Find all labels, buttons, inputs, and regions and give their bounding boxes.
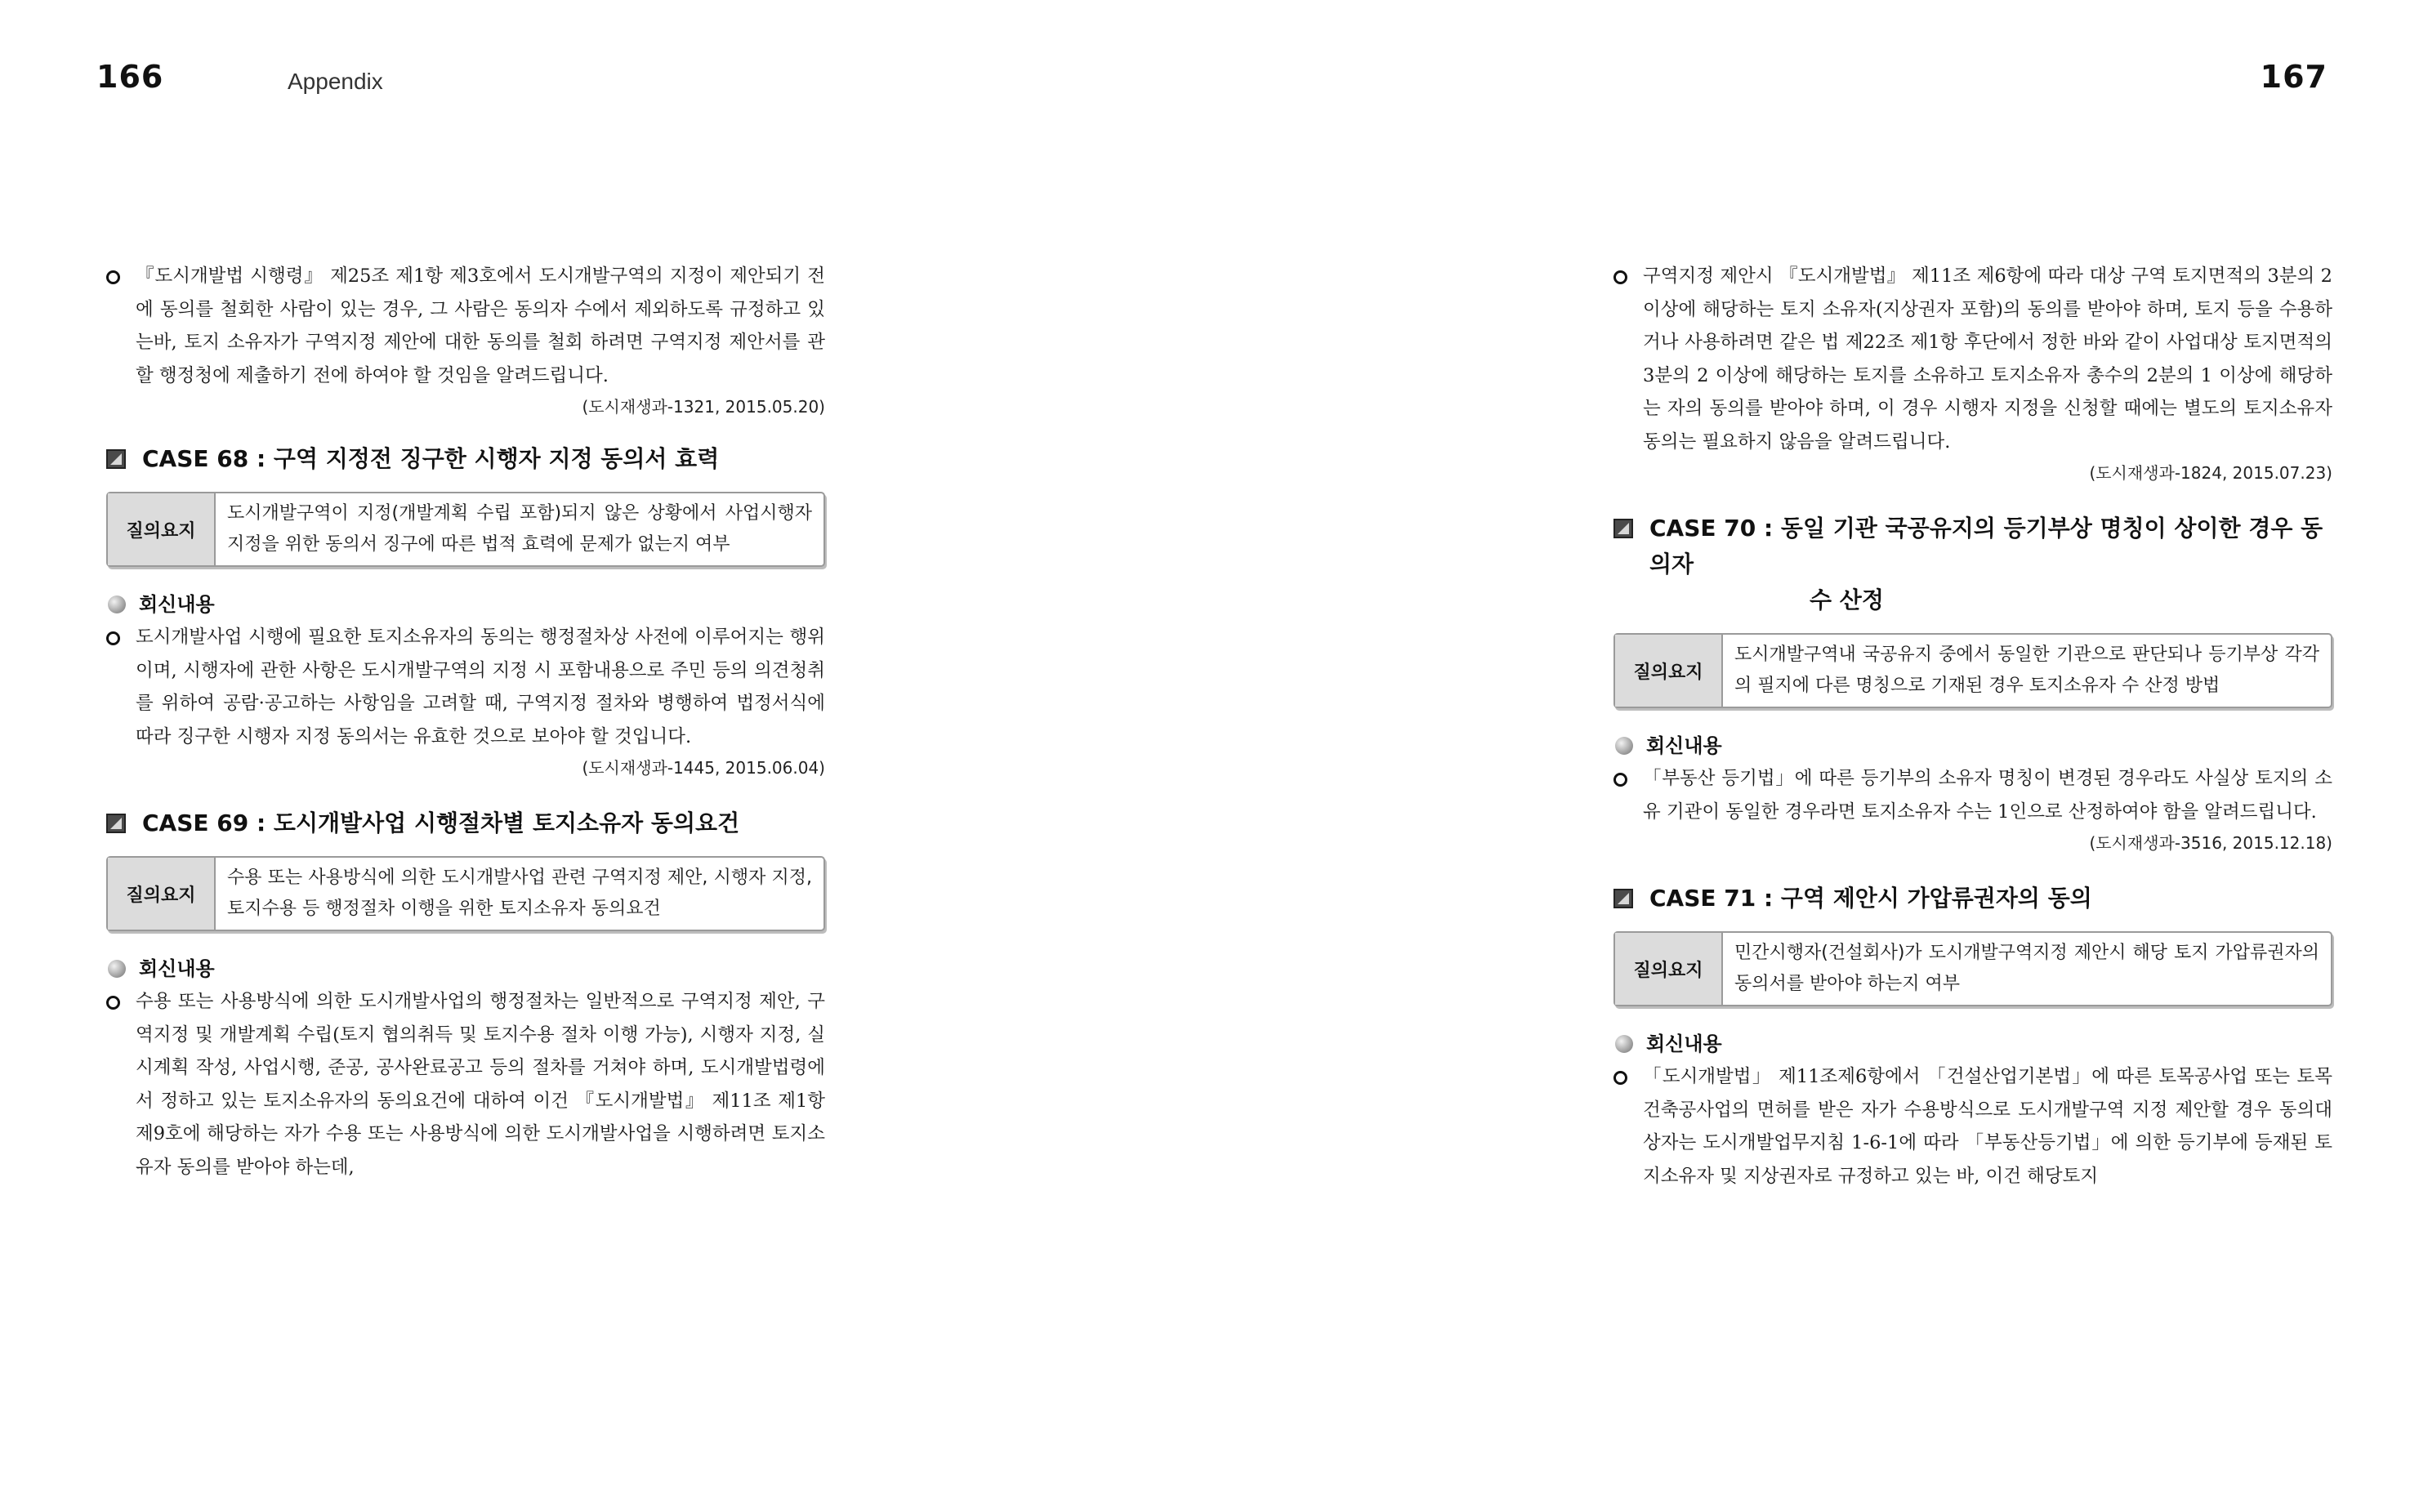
- right-page: [1209, 0, 2419, 1512]
- query-text: 민간시행자(건설회사)가 도시개발구역지정 제안시 해당 토지 가압류권자의 동의서를 받아야 하는지 여부: [1734, 943, 2319, 994]
- query-box: [106, 856, 825, 931]
- running-head: Appendix: [288, 69, 383, 94]
- reply-heading: [106, 952, 825, 985]
- query-text: 수용 또는 사용방식에 의한 도시개발사업 관련 구역지정 제안, 시행자 지정, 토지수용 등 행정절차 이행을 위한 토지소유자 동의요건: [227, 868, 812, 919]
- circle-bullet-icon: [1613, 773, 1627, 787]
- query-text: 도시개발구역이 지정(개발계획 수립 포함)되지 않은 상황에서 사업시행자 지정을 위한 동의서 징구에 따른 법적 효력에 문제가 없는지 여부: [227, 503, 812, 555]
- reply-label: 회신내용: [1646, 734, 1722, 757]
- reply-sphere-icon: [1615, 1035, 1633, 1053]
- intro-text: 구역지정 제안시 『도시개발법』 제11조 제6항에 따라 대상 구역 토지면적의 3분의 2 이상에 해당하는 토지 소유자(지상권자 포함)의 동의를 받아야 하며, 토지 등을 수용하거나 사용하려면 같은 법 제22조 제1항 후단에서 정한 바와 같이 사업대상 토지면적의 3분의 2 이상에 해당하는 토지를 소유하고 토지소유자 총수의 2분의 1 이상에 해당하는 자의 동의를 받아야 하며, 이 경우 시행자 지정을 신청할 때에는 별도의 토지소유자 동의는 필요하지 않음을 알려드립니다.: [1643, 265, 2332, 453]
- case-68-heading: [106, 441, 825, 477]
- case-marker-icon: [106, 449, 126, 469]
- case-marker-icon: [106, 814, 126, 833]
- case-marker-icon: [1613, 889, 1633, 908]
- reply-paragraph: [1613, 762, 2332, 828]
- reply-paragraph: [1613, 1060, 2332, 1193]
- circle-bullet-icon: [1613, 270, 1627, 284]
- page-number: 167: [2260, 59, 2328, 95]
- reply-heading: [1613, 1028, 2332, 1060]
- reply-sphere-icon: [108, 960, 126, 978]
- query-text: 도시개발구역내 국공유지 중에서 동일한 기관으로 판단되나 등기부상 각각의 필지에 다른 명칭으로 기재된 경우 토지소유자 수 산정 방법: [1734, 644, 2319, 696]
- circle-bullet-icon: [106, 996, 120, 1010]
- query-box: [106, 492, 825, 567]
- query-label: 질의요지: [1615, 635, 1723, 707]
- page-number: 166: [96, 59, 164, 95]
- citation: (도시재생과-1824, 2015.07.23): [2089, 463, 2332, 483]
- citation: (도시재생과-3516, 2015.12.18): [2089, 833, 2332, 853]
- case-title: CASE 70 : 동일 기관 국공유지의 등기부상 명칭이 상이한 경우 동의자: [1649, 515, 2323, 578]
- citation: (도시재생과-1321, 2015.05.20): [582, 397, 825, 417]
- reply-text: 「부동산 등기법」에 따른 등기부의 소유자 명칭이 변경된 경우라도 사실상 토지의 소유 기관이 동일한 경우라면 토지소유자 수는 1인으로 산정하여야 함을 알려드립니다.: [1643, 768, 2332, 823]
- case-69-heading: [106, 805, 825, 841]
- reply-label: 회신내용: [1646, 1033, 1722, 1055]
- reply-sphere-icon: [1615, 737, 1633, 755]
- case-title: CASE 71 : 구역 제안시 가압류권자의 동의: [1649, 885, 2092, 912]
- case-title: CASE 69 : 도시개발사업 시행절차별 토지소유자 동의요건: [142, 810, 740, 836]
- circle-bullet-icon: [106, 270, 120, 284]
- reply-text: 도시개발사업 시행에 필요한 토지소유자의 동의는 행정절차상 사전에 이루어지는 행위이며, 시행자에 관한 사항은 도시개발구역의 지정 시 포함내용으로 주민 등의 의견청취를 위하여 공람·공고하는 사항임을 고려할 때, 구역지정 절차와 병행하여 법정서식에 따라 징구한 시행자 지정 동의서는 유효한 것으로 보아야 할 것입니다.: [136, 627, 825, 747]
- left-column: [106, 260, 825, 1184]
- reply-label: 회신내용: [139, 957, 215, 980]
- query-box: [1613, 931, 2332, 1006]
- intro-paragraph: [1613, 260, 2332, 458]
- citation: (도시재생과-1445, 2015.06.04): [582, 758, 825, 778]
- query-label: 질의요지: [108, 493, 216, 565]
- case-title-continued: 수 산정: [1810, 587, 1884, 613]
- case-marker-icon: [1613, 519, 1633, 538]
- query-box: [1613, 633, 2332, 708]
- reply-text: 수용 또는 사용방식에 의한 도시개발사업의 행정절차는 일반적으로 구역지정 제안, 구역지정 및 개발계획 수립(토지 협의취득 및 토지수용 절차 이행 가능), 시행자 지정, 실시계획 작성, 사업시행, 준공, 공사완료공고 등의 절차를 거쳐야 하며, 도시개발법령에서 정하고 있는 토지소유자의 동의요건에 대하여 이건 『도시개발법』 제11조 제1항 제9호에 해당하는 자가 수용 또는 사용방식에 의한 도시개발사업을 시행하려면 토지소유자 동의를 받아야 하는데,: [136, 991, 825, 1178]
- reply-heading: [1613, 729, 2332, 762]
- case-title: CASE 68 : 구역 지정전 징구한 시행자 지정 동의서 효력: [142, 445, 720, 472]
- circle-bullet-icon: [1613, 1071, 1627, 1085]
- reply-label: 회신내용: [139, 593, 215, 616]
- case-71-heading: [1613, 881, 2332, 917]
- reply-paragraph: [106, 621, 825, 753]
- reply-text: 「도시개발법」 제11조제6항에서 「건설산업기본법」에 따른 토목공사업 또는 토목건축공사업의 면허를 받은 자가 수용방식으로 도시개발구역 지정 제안할 경우 동의대상자는 도시개발업무지침 1-6-1에 따라 「부동산등기법」에 의한 등기부에 등재된 토지소유자 및 지상권자로 규정하고 있는 바, 이건 해당토지: [1643, 1066, 2332, 1187]
- intro-text: 『도시개발법 시행령』 제25조 제1항 제3호에서 도시개발구역의 지정이 제안되기 전에 동의를 철회한 사람이 있는 경우, 그 사람은 동의자 수에서 제외하도록 규정하고 있는바, 토지 소유자가 구역지정 제안에 대한 동의를 철회 하려면 구역지정 제안서를 관할 행정청에 제출하기 전에 하여야 할 것임을 알려드립니다.: [136, 265, 825, 386]
- reply-paragraph: [106, 985, 825, 1184]
- intro-paragraph: [106, 260, 825, 392]
- right-column: [1613, 260, 2332, 1193]
- case-70-heading: [1613, 511, 2332, 618]
- query-label: 질의요지: [108, 858, 216, 930]
- reply-heading: [106, 588, 825, 621]
- circle-bullet-icon: [106, 631, 120, 645]
- left-page: [0, 0, 1209, 1512]
- reply-sphere-icon: [108, 595, 126, 613]
- query-label: 질의요지: [1615, 933, 1723, 1005]
